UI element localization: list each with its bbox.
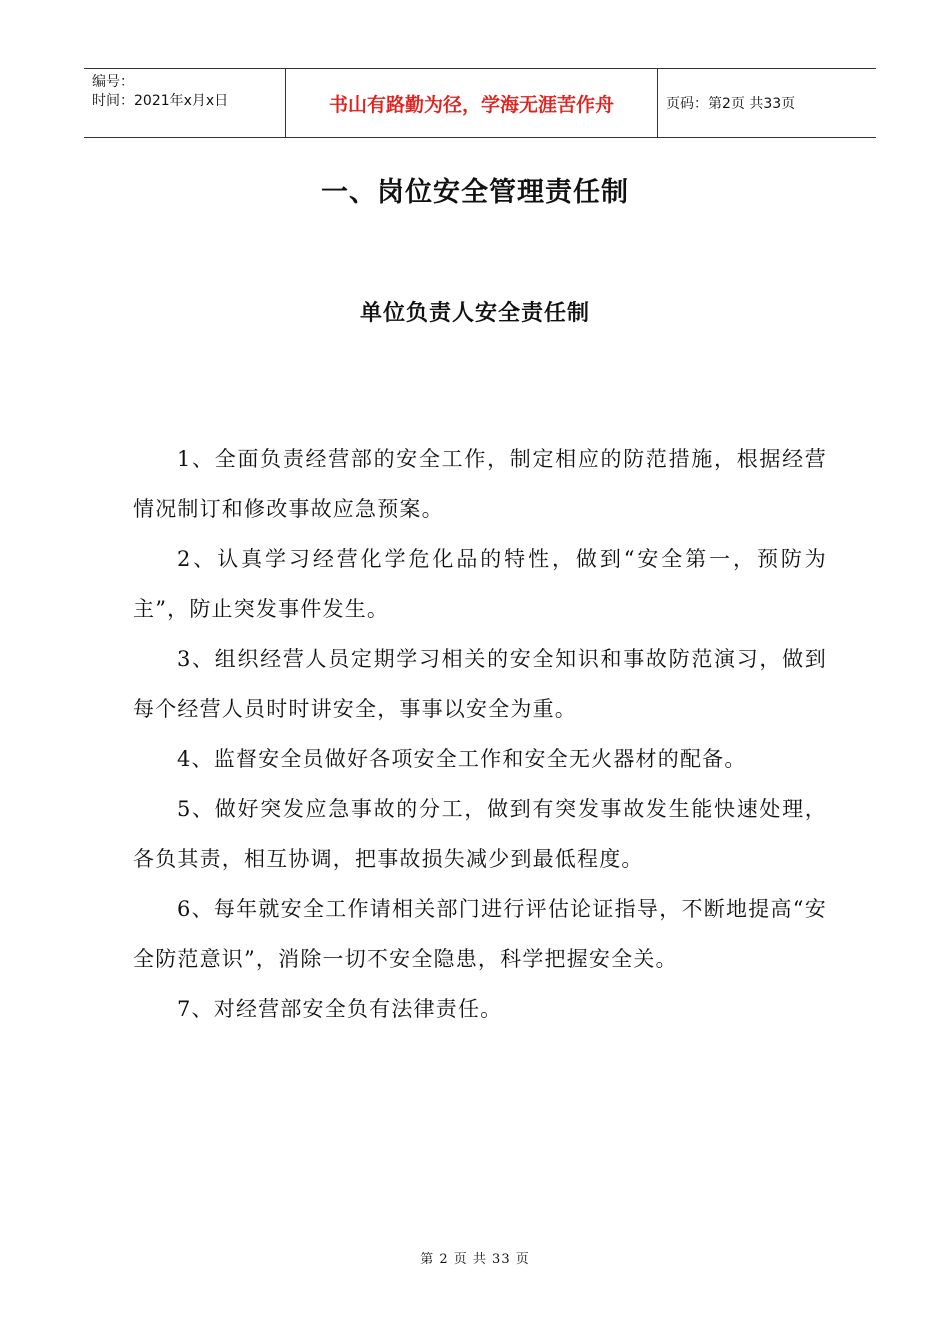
page-footer: 第 2 页 共 33 页 [420, 1252, 530, 1267]
paragraph-6: 6、每年就安全工作请相关部门进行评估论证指导，不断地提高“安全防范意识”，消除一切不安全隐患，科学把握安全关。 [133, 897, 827, 971]
document-title: 一、岗位安全管理责任制 [321, 177, 629, 208]
paragraph-1: 1、全面负责经营部的安全工作，制定相应的防范措施，根据经营情况制订和修改事故应急预案。 [133, 447, 827, 521]
paragraph-5: 5、做好突发应急事故的分工，做到有突发事故发生能快速处理，各负其责，相互协调，把事故损失减少到最低程度。 [133, 797, 827, 871]
paragraph-2: 2、认真学习经营化学危化品的特性，做到“安全第一，预防为主”，防止突发事件发生。 [133, 547, 827, 621]
number-label: 编号： [92, 74, 134, 90]
paragraph-3: 3、组织经营人员定期学习相关的安全知识和事故防范演习，做到每个经营人员时时讲安全，事事以安全为重。 [133, 647, 827, 721]
document-body [133, 434, 827, 1034]
header-motto: 书山有路勤为径，学海无涯苦作舟 [286, 69, 658, 137]
document-subtitle: 单位负责人安全责任制 [359, 301, 590, 326]
page-header [84, 68, 876, 138]
time-label: 时间：2021年x月x日 [92, 93, 229, 109]
paragraph-4: 4、监督安全员做好各项安全工作和安全无火器材的配备。 [177, 747, 747, 771]
paragraph-7: 7、对经营部安全负有法律责任。 [177, 997, 503, 1021]
header-page-info: 页码：第2页 共33页 [666, 96, 796, 112]
header-meta [84, 69, 286, 137]
